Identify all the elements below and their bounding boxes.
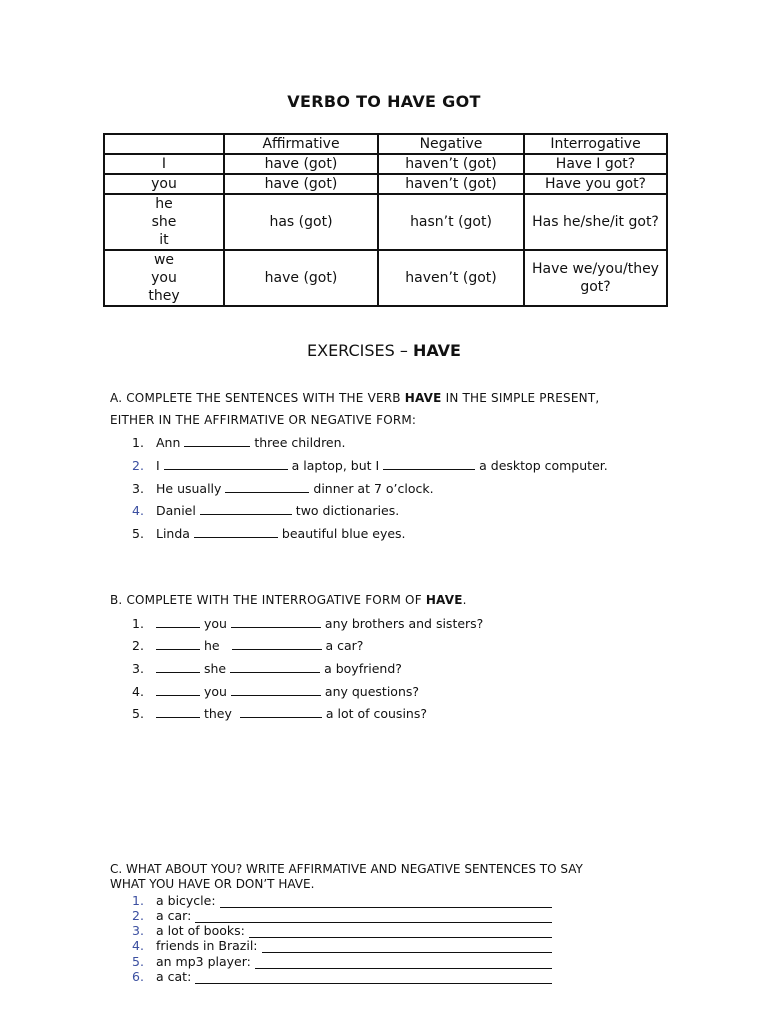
sentence-part: a desktop computer.	[475, 458, 608, 473]
affirmative-cell: have (got)	[224, 174, 378, 194]
instruction-bold: HAVE	[425, 593, 463, 607]
subject-word: you	[203, 616, 227, 631]
answer-blank[interactable]	[156, 638, 200, 650]
answer-blank[interactable]	[184, 435, 250, 447]
instruction-line: C. WHAT ABOUT YOU? WRITE AFFIRMATIVE AND NEGATIVE SENTENCES TO SAY	[110, 862, 583, 876]
table-header-interrogative: Interrogative	[524, 134, 667, 154]
interrogative-cell	[524, 250, 667, 306]
subject-cell	[104, 250, 224, 306]
subject-line: you	[151, 270, 177, 286]
table-header-row	[104, 134, 667, 154]
question-rest: a boyfriend?	[320, 661, 402, 676]
list-item	[132, 638, 363, 653]
question-rest: a car?	[321, 638, 364, 653]
negative-cell: hasn’t (got)	[378, 194, 524, 250]
list-number: 4.	[132, 684, 144, 699]
list-number: 1.	[132, 435, 144, 450]
answer-blank[interactable]	[232, 638, 322, 650]
subject-word: he	[203, 638, 220, 653]
question-rest: any brothers and sisters?	[320, 616, 484, 631]
list-item	[132, 893, 552, 908]
list-number: 4.	[132, 938, 144, 953]
list-item	[132, 923, 552, 938]
table-row	[104, 174, 667, 194]
section-c-instruction	[110, 862, 710, 892]
list-number: 2.	[132, 908, 144, 923]
sentence-part: I	[156, 458, 164, 473]
table-row	[104, 250, 667, 306]
interrogative-cell: Have I got?	[524, 154, 667, 174]
subject-cell	[104, 194, 224, 250]
answer-blank[interactable]	[383, 458, 475, 470]
subject-line: he	[155, 196, 173, 212]
list-item	[132, 526, 406, 541]
negative-cell: haven’t (got)	[378, 154, 524, 174]
answer-line[interactable]	[255, 957, 552, 969]
section-a-instruction	[110, 391, 599, 405]
sentence-part: two dictionaries.	[291, 503, 400, 518]
list-number: 6.	[132, 969, 144, 984]
sentence-part: beautiful blue eyes.	[277, 526, 406, 541]
list-number: 3.	[132, 481, 144, 496]
answer-line[interactable]	[249, 926, 552, 938]
negative-cell: haven’t (got)	[378, 250, 524, 306]
list-item	[132, 684, 419, 699]
subject-word: they	[203, 706, 232, 721]
section-a-instruction-2: EITHER IN THE AFFIRMATIVE OR NEGATIVE FORM:	[110, 413, 417, 427]
instruction-bold: HAVE	[404, 391, 442, 405]
instruction-line: WHAT YOU HAVE OR DON’T HAVE.	[110, 877, 315, 891]
list-number: 5.	[132, 954, 144, 969]
sentence-part: three children.	[250, 435, 346, 450]
subject-line: it	[159, 232, 169, 248]
list-number: 2.	[132, 458, 144, 473]
table-header-empty	[104, 134, 224, 154]
exercises-title-prefix: EXERCISES –	[307, 341, 413, 360]
list-number: 1.	[132, 616, 144, 631]
list-item	[132, 954, 552, 969]
answer-blank[interactable]	[231, 616, 321, 628]
list-number: 4.	[132, 503, 144, 518]
answer-blank[interactable]	[156, 706, 200, 718]
subject-word: she	[203, 661, 227, 676]
answer-line[interactable]	[220, 896, 552, 908]
answer-line[interactable]	[262, 941, 552, 953]
subject-line: they	[148, 288, 180, 304]
interrogative-line: Have we/you/they	[532, 261, 659, 277]
list-number: 2.	[132, 638, 144, 653]
affirmative-cell: have (got)	[224, 250, 378, 306]
list-number: 3.	[132, 923, 144, 938]
answer-blank[interactable]	[194, 526, 278, 538]
section-b-instruction	[110, 593, 467, 607]
instruction-text: B. COMPLETE WITH THE INTERROGATIVE FORM OF	[110, 593, 426, 607]
prompt-label: an mp3 player:	[156, 954, 251, 969]
list-number: 5.	[132, 706, 144, 721]
interrogative-cell: Have you got?	[524, 174, 667, 194]
affirmative-cell: have (got)	[224, 154, 378, 174]
subject-cell: you	[104, 174, 224, 194]
sentence-part: a laptop, but I	[287, 458, 384, 473]
table-row	[104, 194, 667, 250]
exercises-title	[0, 341, 768, 360]
sentence-part: Linda	[156, 526, 194, 541]
instruction-text: A. COMPLETE THE SENTENCES WITH THE VERB	[110, 391, 405, 405]
prompt-label: a cat:	[156, 969, 192, 984]
answer-blank[interactable]	[156, 684, 200, 696]
table-row	[104, 154, 667, 174]
subject-cell: I	[104, 154, 224, 174]
prompt-label: a car:	[156, 908, 192, 923]
prompt-label: friends in Brazil:	[156, 938, 258, 953]
exercises-title-bold: HAVE	[412, 341, 461, 360]
instruction-text: .	[462, 593, 467, 607]
sentence-part: Daniel	[156, 503, 200, 518]
answer-line[interactable]	[195, 972, 552, 984]
list-item	[132, 458, 608, 473]
negative-cell: haven’t (got)	[378, 174, 524, 194]
list-number: 5.	[132, 526, 144, 541]
subject-word: you	[203, 684, 227, 699]
sentence-part: dinner at 7 o’clock.	[309, 481, 434, 496]
answer-blank[interactable]	[200, 503, 292, 515]
question-rest: any questions?	[320, 684, 420, 699]
subject-line: she	[151, 214, 177, 230]
interrogative-cell: Has he/she/it got?	[524, 194, 667, 250]
answer-blank[interactable]	[230, 661, 320, 673]
answer-blank[interactable]	[156, 661, 200, 673]
list-number: 3.	[132, 661, 144, 676]
table-header-negative: Negative	[378, 134, 524, 154]
list-number: 1.	[132, 893, 144, 908]
sentence-part: Ann	[156, 435, 185, 450]
answer-blank[interactable]	[240, 706, 322, 718]
answer-blank[interactable]	[164, 458, 288, 470]
answer-blank[interactable]	[225, 481, 309, 493]
interrogative-line: got?	[580, 279, 611, 295]
table-header-affirmative: Affirmative	[224, 134, 378, 154]
answer-blank[interactable]	[156, 616, 200, 628]
affirmative-cell: has (got)	[224, 194, 378, 250]
question-rest: a lot of cousins?	[321, 706, 427, 721]
list-item	[132, 435, 346, 450]
subject-line: we	[153, 252, 175, 268]
list-item	[132, 969, 552, 984]
list-item	[132, 938, 552, 953]
prompt-label: a lot of books:	[156, 923, 245, 938]
list-item	[132, 661, 402, 676]
answer-blank[interactable]	[231, 684, 321, 696]
list-item	[132, 616, 483, 631]
prompt-label: a bicycle:	[156, 893, 216, 908]
answer-line[interactable]	[195, 911, 552, 923]
list-item	[132, 706, 427, 721]
list-item	[132, 481, 434, 496]
sentence-part: He usually	[156, 481, 226, 496]
list-item	[132, 503, 399, 518]
have-got-table	[103, 133, 668, 307]
list-item	[132, 908, 552, 923]
instruction-text: IN THE SIMPLE PRESENT,	[441, 391, 600, 405]
page-title: VERBO TO HAVE GOT	[287, 92, 481, 111]
